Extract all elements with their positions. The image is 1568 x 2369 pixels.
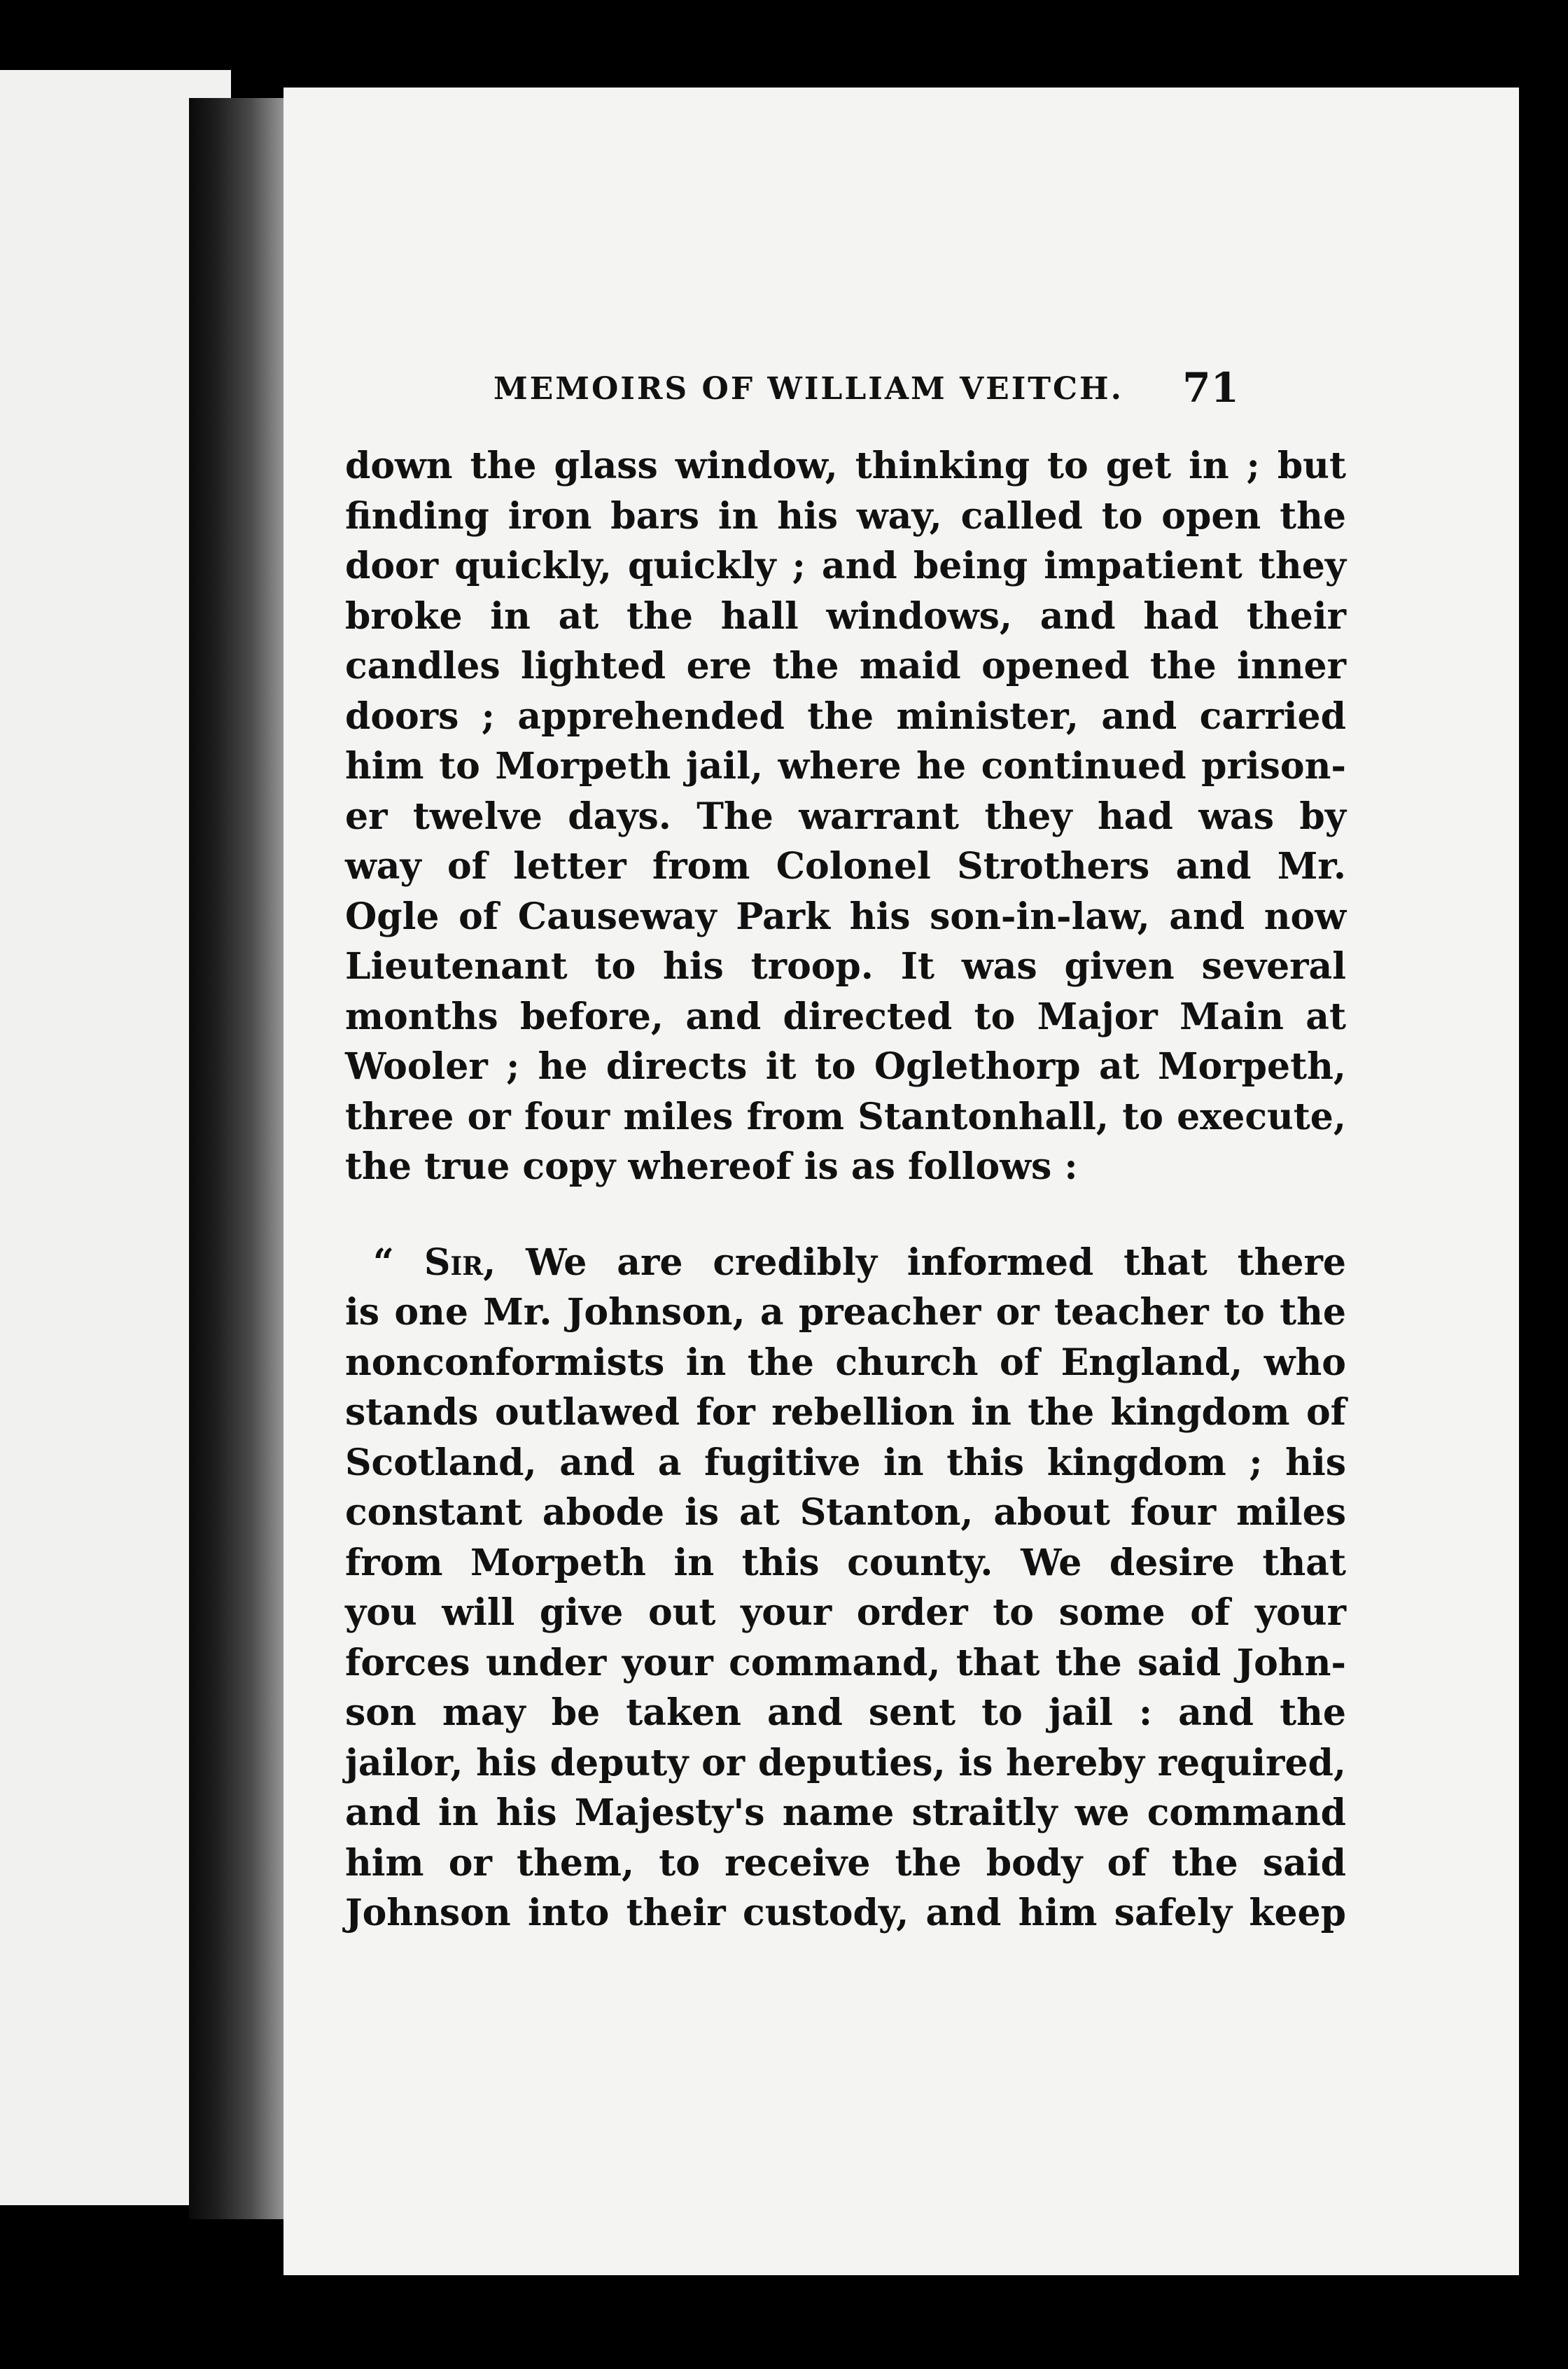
letter-first-line	[345, 1238, 1346, 1288]
letter-line: him or them, to receive the body of the said	[345, 1841, 1346, 1885]
letter-line: forces under your command, that the said John-	[345, 1641, 1346, 1684]
letter-first-line-text: , We are credibly informed that there	[483, 1241, 1346, 1284]
letter-line: jailor, his deputy or deputies, is hereby required,	[345, 1741, 1346, 1784]
running-head: MEMOIRS OF WILLIAM VEITCH.	[493, 371, 1124, 407]
text-line: the true copy whereof is as follows :	[345, 1145, 1078, 1188]
text-line: door quickly, quickly ; and being impatient they	[345, 545, 1346, 587]
letter-salutation: Sir	[424, 1241, 484, 1284]
text-line: candles lighted ere the maid opened the inner	[345, 645, 1346, 687]
letter-line: nonconformists in the church of England, who	[345, 1341, 1346, 1384]
text-line: Wooler ; he directs it to Oglethorp at Morpeth,	[345, 1045, 1346, 1088]
page-number: 71	[1182, 364, 1239, 412]
letter-line: constant abode is at Stanton, about four miles	[345, 1491, 1346, 1534]
text-line: Ogle of Causeway Park his son-in-law, and now	[345, 895, 1346, 938]
letter-line: son may be taken and sent to jail : and the	[345, 1691, 1346, 1734]
warrant-letter	[345, 1238, 1346, 1938]
letter-line: stands outlawed for rebellion in the kingdom of	[345, 1391, 1346, 1434]
page-header	[493, 364, 1239, 420]
letter-line: Johnson into their custody, and him safely keep	[345, 1892, 1346, 1934]
letter-line: you will give out your order to some of your	[345, 1591, 1346, 1634]
letter-line: and in his Majesty's name straitly we command	[345, 1791, 1346, 1834]
letter-line: Scotland, and a fugitive in this kingdom ; his	[345, 1441, 1346, 1484]
text-line: Lieutenant to his troop. It was given several	[345, 945, 1346, 988]
opening-quote: “	[373, 1241, 424, 1284]
text-line: way of letter from Colonel Strothers and Mr.	[345, 845, 1346, 888]
page-body	[345, 441, 1346, 1938]
text-line: three or four miles from Stantonhall, to execute,	[345, 1095, 1346, 1138]
text-line: doors ; apprehended the minister, and carried	[345, 694, 1346, 738]
text-line: down the glass window, thinking to get in ; but	[345, 445, 1346, 487]
letter-line: from Morpeth in this county. We desire that	[345, 1541, 1346, 1584]
text-line: finding iron bars in his way, called to open the	[345, 494, 1346, 538]
book-page	[284, 88, 1519, 2275]
text-line: er twelve days. The warrant they had was by	[345, 795, 1346, 838]
text-line: broke in at the hall windows, and had their	[345, 594, 1346, 638]
letter-line: is one Mr. Johnson, a preacher or teacher to the	[345, 1291, 1346, 1334]
text-line: him to Morpeth jail, where he continued prison-	[345, 745, 1346, 788]
text-line: months before, and directed to Major Main at	[345, 995, 1346, 1038]
